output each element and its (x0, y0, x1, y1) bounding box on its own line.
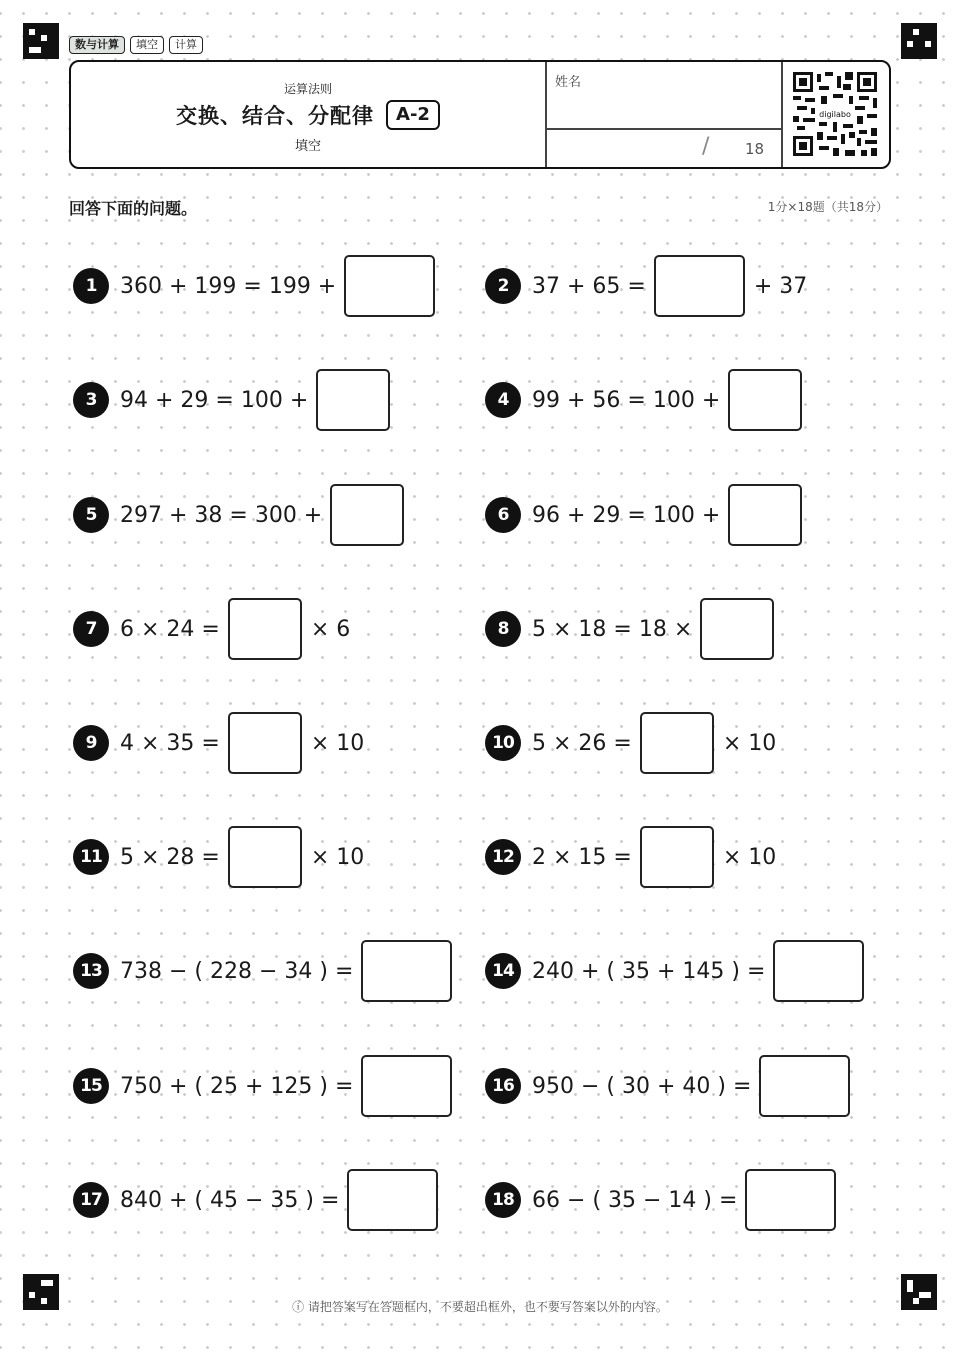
divider (545, 62, 547, 167)
problem-expression: 950 − ( 30 + 40 ) = (532, 1073, 752, 1099)
answer-box[interactable] (640, 826, 714, 888)
problem-number: 17 (73, 1182, 109, 1218)
answer-box[interactable] (228, 598, 302, 660)
answer-box[interactable] (654, 255, 745, 317)
problem-15 (73, 1054, 452, 1118)
problem-number: 13 (73, 953, 109, 989)
problem-8 (485, 597, 774, 661)
answer-box[interactable] (228, 826, 302, 888)
problem-number: 6 (485, 497, 521, 533)
problem-number: 2 (485, 268, 521, 304)
problem-3 (73, 368, 390, 432)
divider (781, 62, 783, 167)
problem-expression: 750 + ( 25 + 125 ) = (120, 1073, 354, 1099)
problem-18 (485, 1168, 836, 1232)
answer-box[interactable] (361, 1055, 452, 1117)
problem-expression: 37 + 65 = (532, 273, 646, 299)
problem-expression-tail: + 37 (753, 273, 808, 299)
answer-box[interactable] (347, 1169, 438, 1231)
corner-marker-top-left (23, 23, 59, 59)
header-title-area (71, 62, 545, 167)
problem-expression: 4 × 35 = (120, 730, 220, 756)
answer-box[interactable] (330, 484, 404, 546)
answer-box[interactable] (728, 484, 802, 546)
footer-note: ⓘ 请把答案写在答题框内，不要超出框外，也不要写答案以外的内容。 (292, 1300, 668, 1314)
answer-box[interactable] (700, 598, 774, 660)
problem-expression: 240 + ( 35 + 145 ) = (532, 958, 766, 984)
tag-calculation: 计算 (169, 36, 203, 54)
problem-number: 15 (73, 1068, 109, 1104)
problem-expression-tail: × 10 (722, 730, 777, 756)
problem-5 (73, 483, 404, 547)
problem-number: 11 (73, 839, 109, 875)
problem-number: 4 (485, 382, 521, 418)
problem-expression-tail: × 10 (310, 844, 365, 870)
name-field-label: 姓名 (555, 75, 582, 90)
problem-expression: 738 − ( 228 − 34 ) = (120, 958, 354, 984)
problem-12 (485, 825, 776, 889)
problem-number: 9 (73, 725, 109, 761)
score-total: 18 (745, 140, 765, 158)
problem-expression: 5 × 26 = (532, 730, 632, 756)
problem-13 (73, 939, 452, 1003)
score-slash: / (702, 134, 710, 159)
answer-box[interactable] (759, 1055, 850, 1117)
problem-number: 5 (73, 497, 109, 533)
page-title: 交换、结合、分配律 (176, 104, 375, 128)
header-title-row (71, 100, 545, 130)
problem-expression: 5 × 28 = (120, 844, 220, 870)
problem-6 (485, 483, 802, 547)
answer-box[interactable] (773, 940, 864, 1002)
problem-number: 7 (73, 611, 109, 647)
problem-17 (73, 1168, 438, 1232)
problem-number: 3 (73, 382, 109, 418)
problem-14 (485, 939, 864, 1003)
answer-box[interactable] (344, 255, 435, 317)
problem-number: 14 (485, 953, 521, 989)
problem-expression: 297 + 38 = 300 + (120, 502, 323, 528)
instruction-text: 回答下面的问题。 (69, 199, 198, 218)
problem-4 (485, 368, 802, 432)
problem-number: 18 (485, 1182, 521, 1218)
problem-9 (73, 711, 364, 775)
problem-expression: 6 × 24 = (120, 616, 220, 642)
answer-box[interactable] (745, 1169, 836, 1231)
corner-marker-top-right (901, 23, 937, 59)
answer-box[interactable] (728, 369, 802, 431)
problem-10 (485, 711, 776, 775)
problem-11 (73, 825, 364, 889)
problem-expression: 5 × 18 = 18 × (532, 616, 693, 642)
problem-expression: 360 + 199 = 199 + (120, 273, 337, 299)
problem-number: 12 (485, 839, 521, 875)
problem-expression-tail: × 10 (310, 730, 365, 756)
tag-category: 数与计算 (69, 36, 125, 54)
tag-fill-blank: 填空 (130, 36, 164, 54)
answer-box[interactable] (316, 369, 390, 431)
header-type: 填空 (294, 139, 321, 154)
level-code-badge: A-2 (386, 100, 440, 130)
header-subtitle: 运算法则 (283, 82, 332, 96)
problem-expression: 96 + 29 = 100 + (532, 502, 721, 528)
qr-brand-text: digilabo (819, 110, 851, 119)
qr-code-icon (793, 72, 877, 156)
problem-expression-tail: × 6 (310, 616, 351, 642)
problem-2 (485, 254, 807, 318)
problem-expression: 94 + 29 = 100 + (120, 387, 309, 413)
problem-1 (73, 254, 435, 318)
divider (545, 128, 781, 130)
points-info: 1分×18题（共18分） (767, 200, 888, 214)
category-tags (69, 36, 203, 54)
problem-number: 8 (485, 611, 521, 647)
answer-box[interactable] (361, 940, 452, 1002)
problem-expression: 99 + 56 = 100 + (532, 387, 721, 413)
problem-expression: 2 × 15 = (532, 844, 632, 870)
problem-7 (73, 597, 350, 661)
problem-number: 10 (485, 725, 521, 761)
worksheet-header (69, 60, 891, 169)
problem-number: 1 (73, 268, 109, 304)
problem-expression-tail: × 10 (722, 844, 777, 870)
problem-16 (485, 1054, 850, 1118)
answer-box[interactable] (228, 712, 302, 774)
problem-expression: 840 + ( 45 − 35 ) = (120, 1187, 340, 1213)
problem-expression: 66 − ( 35 − 14 ) = (532, 1187, 738, 1213)
problem-number: 16 (485, 1068, 521, 1104)
answer-box[interactable] (640, 712, 714, 774)
